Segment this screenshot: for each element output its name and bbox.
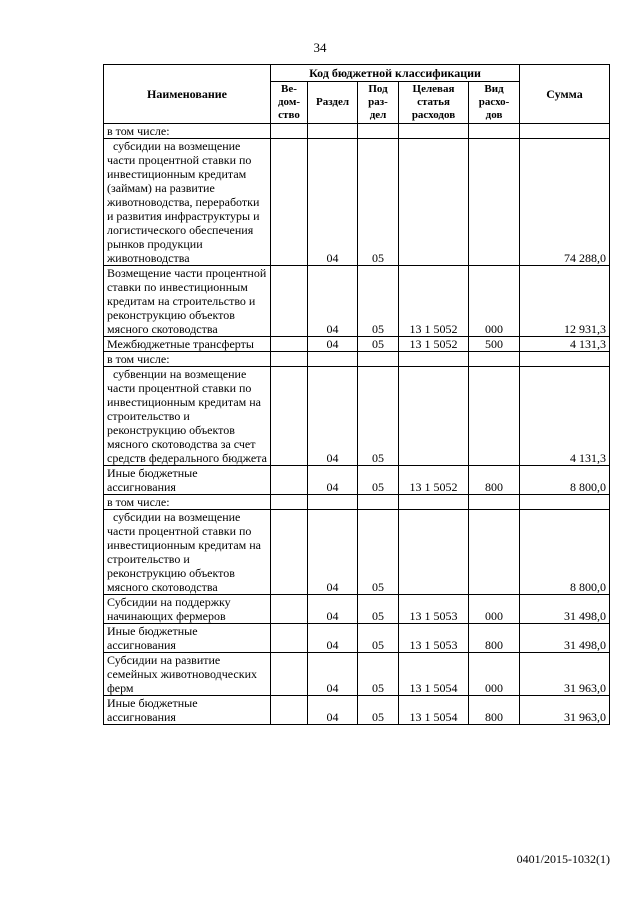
row-section: 04 (308, 266, 358, 337)
row-department (271, 653, 308, 696)
row-target-item (399, 352, 469, 367)
row-department (271, 337, 308, 352)
row-expense-type: 500 (469, 337, 520, 352)
row-subsection: 05 (358, 266, 399, 337)
row-expense-type (469, 352, 520, 367)
row-section (308, 124, 358, 139)
row-amount: 74 288,0 (520, 139, 610, 266)
table-row (104, 595, 610, 624)
row-name: Иные бюджетные ассигнования (104, 624, 271, 653)
row-expense-type: 000 (469, 266, 520, 337)
header-amount: Сумма (520, 65, 610, 124)
row-section: 04 (308, 653, 358, 696)
row-subsection: 05 (358, 510, 399, 595)
row-expense-type: 800 (469, 696, 520, 725)
table-row (104, 696, 610, 725)
table-row (104, 367, 610, 466)
row-name: Субсидии на развитие семейных животноводческих ферм (104, 653, 271, 696)
row-target-item (399, 139, 469, 266)
row-amount (520, 495, 610, 510)
row-amount: 31 963,0 (520, 653, 610, 696)
row-target-item (399, 510, 469, 595)
row-section: 04 (308, 696, 358, 725)
row-name: Иные бюджетные ассигнования (104, 696, 271, 725)
row-expense-type (469, 367, 520, 466)
row-expense-type: 800 (469, 624, 520, 653)
row-target-item (399, 124, 469, 139)
row-name: Возмещение части процентной ставки по инвестиционным кредитам на строительство и реконструкцию объектов мясного скотоводства (104, 266, 271, 337)
row-subsection: 05 (358, 466, 399, 495)
row-amount: 8 800,0 (520, 466, 610, 495)
row-target-item: 13 1 5052 (399, 266, 469, 337)
row-name: Субсидии на поддержку начинающих фермеров (104, 595, 271, 624)
row-section: 04 (308, 466, 358, 495)
row-subsection: 05 (358, 653, 399, 696)
table-row (104, 266, 610, 337)
row-department (271, 495, 308, 510)
table-body (104, 124, 610, 725)
row-target-item (399, 495, 469, 510)
row-amount: 31 498,0 (520, 624, 610, 653)
row-name: Межбюджетные трансферты (104, 337, 271, 352)
row-section: 04 (308, 367, 358, 466)
header-section: Раздел (308, 82, 358, 124)
row-subsection: 05 (358, 595, 399, 624)
subheading-row (104, 352, 610, 367)
subheading-row (104, 495, 610, 510)
table-row (104, 510, 610, 595)
row-department (271, 367, 308, 466)
row-target-item: 13 1 5053 (399, 624, 469, 653)
header-department: Ве- дом- ство (271, 82, 308, 124)
row-target-item: 13 1 5054 (399, 696, 469, 725)
row-amount: 8 800,0 (520, 510, 610, 595)
subheading-row (104, 124, 610, 139)
row-subsection (358, 352, 399, 367)
row-department (271, 466, 308, 495)
row-subsection: 05 (358, 367, 399, 466)
row-name: Иные бюджетные ассигнования (104, 466, 271, 495)
row-target-item: 13 1 5054 (399, 653, 469, 696)
row-section: 04 (308, 337, 358, 352)
row-amount: 4 131,3 (520, 367, 610, 466)
table-row (104, 653, 610, 696)
header-subsection: Под раз- дел (358, 82, 399, 124)
row-department (271, 266, 308, 337)
row-target-item (399, 367, 469, 466)
row-amount: 31 963,0 (520, 696, 610, 725)
row-expense-type: 800 (469, 466, 520, 495)
row-expense-type: 000 (469, 595, 520, 624)
row-department (271, 139, 308, 266)
row-department (271, 624, 308, 653)
row-name: субсидии на возмещение части процентной ставки по инвестиционным кредитам на строительство и реконструкцию объектов мясного скотоводства (104, 510, 271, 595)
row-target-item: 13 1 5053 (399, 595, 469, 624)
row-subsection: 05 (358, 139, 399, 266)
row-department (271, 124, 308, 139)
row-expense-type: 000 (469, 653, 520, 696)
row-section: 04 (308, 139, 358, 266)
header-name: Наименование (104, 65, 271, 124)
row-subsection: 05 (358, 337, 399, 352)
table-row (104, 139, 610, 266)
row-name: в том числе: (104, 352, 271, 367)
page-number: 34 (313, 40, 327, 55)
row-expense-type (469, 124, 520, 139)
header-code-group: Код бюджетной классификации (271, 65, 520, 82)
document-code: 0401/2015-1032(1) (516, 852, 610, 866)
row-department (271, 595, 308, 624)
row-amount (520, 352, 610, 367)
table-row (104, 624, 610, 653)
row-section (308, 352, 358, 367)
row-amount: 12 931,3 (520, 266, 610, 337)
row-expense-type (469, 510, 520, 595)
row-amount (520, 124, 610, 139)
header-target-item: Целевая статья расходов (399, 82, 469, 124)
row-section (308, 495, 358, 510)
row-subsection: 05 (358, 696, 399, 725)
row-amount: 31 498,0 (520, 595, 610, 624)
row-section: 04 (308, 595, 358, 624)
row-expense-type (469, 139, 520, 266)
row-target-item: 13 1 5052 (399, 337, 469, 352)
row-department (271, 696, 308, 725)
row-department (271, 352, 308, 367)
row-target-item: 13 1 5052 (399, 466, 469, 495)
row-section: 04 (308, 510, 358, 595)
row-subsection (358, 495, 399, 510)
row-section: 04 (308, 624, 358, 653)
row-name: в том числе: (104, 124, 271, 139)
row-amount: 4 131,3 (520, 337, 610, 352)
row-name: субвенции на возмещение части процентной ставки по инвестиционным кредитам на строительство и реконструкцию объектов мясного скотоводства за счет средств федерального бюджета (104, 367, 271, 466)
row-expense-type (469, 495, 520, 510)
row-subsection: 05 (358, 624, 399, 653)
table-row (104, 466, 610, 495)
budget-classification-table (103, 64, 610, 725)
row-name: субсидии на возмещение части процентной ставки по инвестиционным кредитам (займам) на развитие животноводства, переработки и развития инфраструктуры и логистического обеспечения рынков продукции животноводства (104, 139, 271, 266)
header-expense-type: Вид расхо- дов (469, 82, 520, 124)
row-name: в том числе: (104, 495, 271, 510)
row-department (271, 510, 308, 595)
table-row (104, 337, 610, 352)
row-subsection (358, 124, 399, 139)
